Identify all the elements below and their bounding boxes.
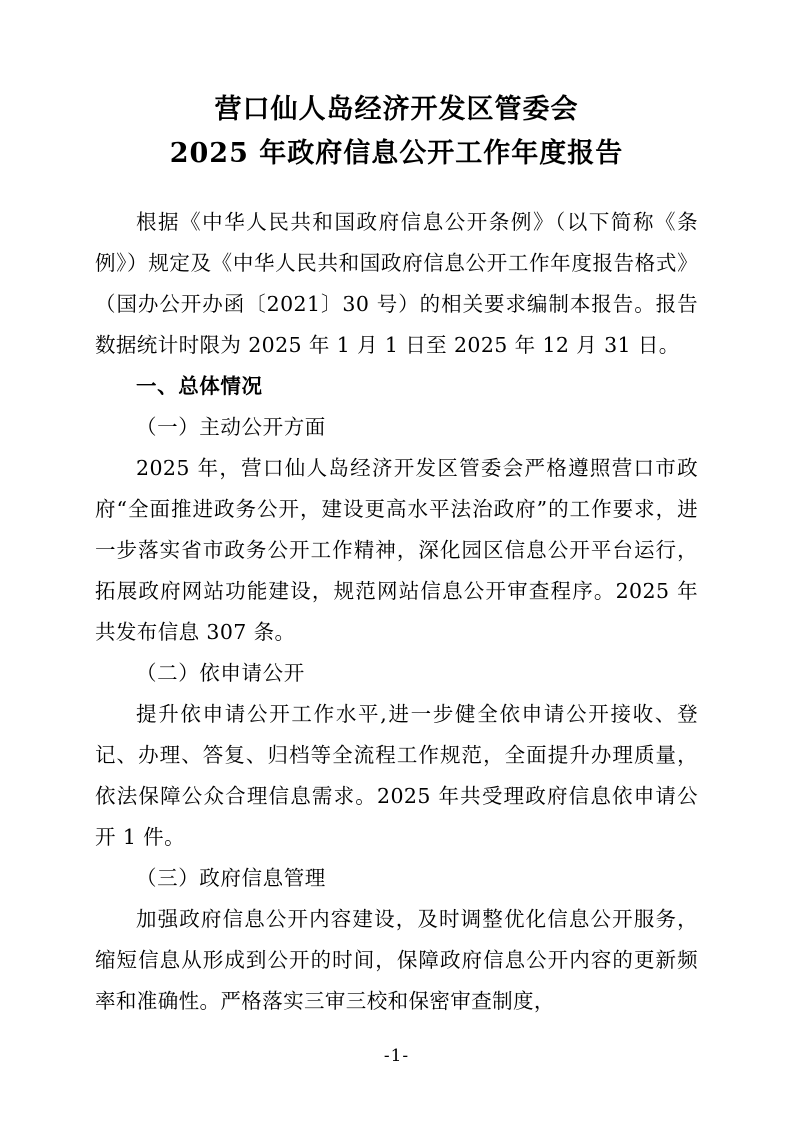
title-line-1: 营口仙人岛经济开发区管委会 bbox=[214, 94, 579, 125]
subsection-body-1: 2025 年，营口仙人岛经济开发区管委会严格遵照营口市政府“全面推进政务公开，建设更高水平法治政府”的工作要求，进一步落实省市政务公开工作精神，深化园区信息公开平台运行，拓展政府网站功能建设，规范网站信息公开审查程序。2025 年共发布信息 307 条。 bbox=[95, 456, 698, 644]
subsection-heading-1: （一）主动公开方面 bbox=[136, 415, 326, 439]
page-number: -1- bbox=[383, 1046, 410, 1066]
subsection-body-3: 加强政府信息公开内容建设，及时调整优化信息公开服务，缩短信息从形成到公开的时间，保障政府信息公开内容的更新频率和准确性。严格落实三审三校和保密审查制度， bbox=[95, 907, 698, 1013]
page-title bbox=[95, 88, 698, 176]
section-heading-1: 一、总体情况 bbox=[136, 374, 263, 398]
title-line-2: 2025 年政府信息公开工作年度报告 bbox=[169, 138, 624, 169]
subsection-heading-3: （三）政府信息管理 bbox=[136, 866, 326, 890]
intro-paragraph: 根据《中华人民共和国政府信息公开条例》（以下简称《条例》）规定及《中华人民共和国政府信息公开工作年度报告格式》（国办公开办函〔2021〕30 号）的相关要求编制本报告。报告数据统计时限为 2025 年 1 月 1 日至 2025 年 12 月 31 日。 bbox=[95, 210, 698, 357]
subsection-body-2: 提升依申请公开工作水平,进一步健全依申请公开接收、登记、办理、答复、归档等全流程工作规范，全面提升办理质量，依法保障公众合理信息需求。2025 年共受理政府信息依申请公开 1 件。 bbox=[95, 702, 698, 849]
subsection-heading-2: （二）依申请公开 bbox=[136, 661, 305, 685]
